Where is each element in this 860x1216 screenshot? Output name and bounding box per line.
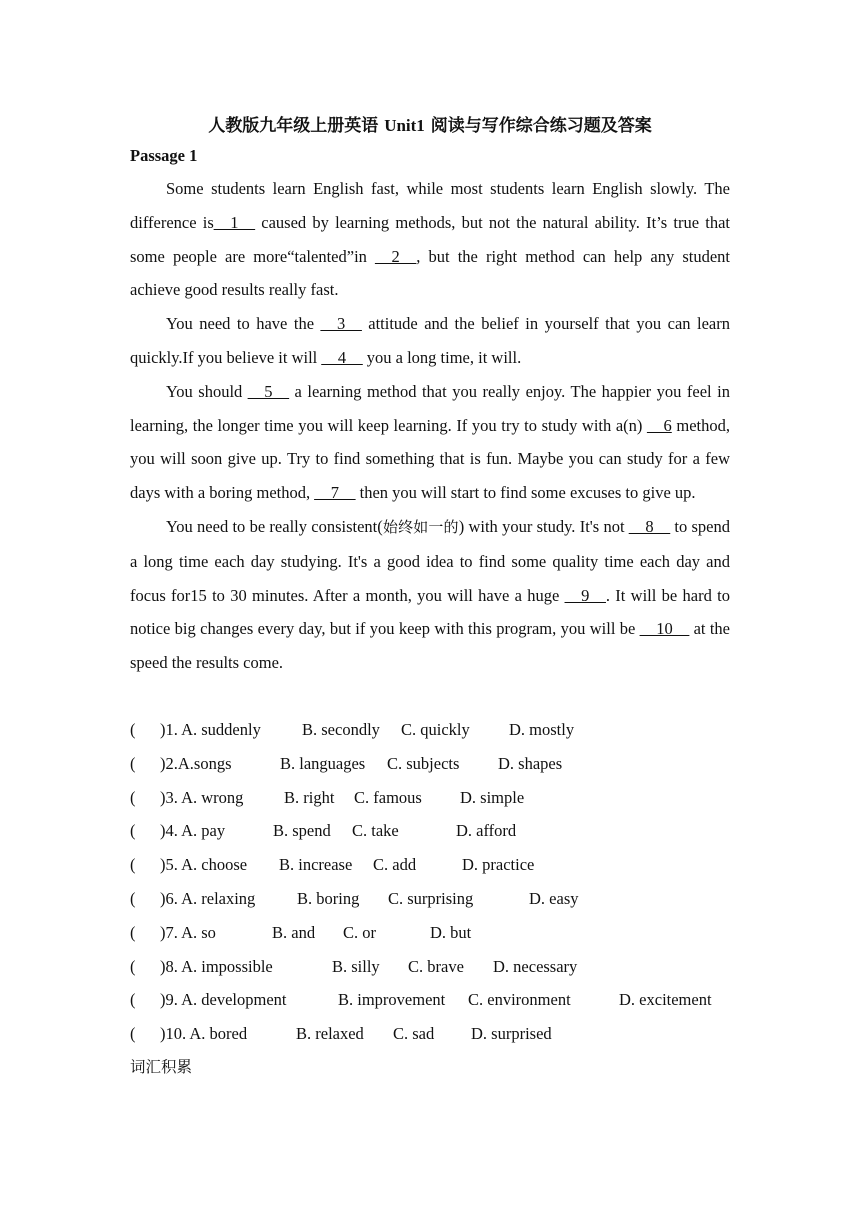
option-b: B. increase	[279, 855, 353, 875]
answer-paren: (	[130, 787, 136, 807]
text-run: a learning method that you really enjoy. The happier you feel in learning, the longer time you will keep learning. If you try to study with a(n)	[130, 381, 730, 435]
title-unit: Unit1	[384, 116, 425, 135]
option-d: D. easy	[529, 888, 579, 908]
answer-paren: (	[130, 888, 136, 908]
blank-8: __8__	[628, 516, 671, 536]
text-run: you a long time, it will.	[362, 347, 522, 367]
blank-2: __2__	[375, 246, 417, 266]
blank-6: __6	[647, 415, 672, 435]
paragraph-1	[130, 172, 730, 307]
answer-paren: (	[130, 956, 136, 976]
answer-paren: (	[130, 990, 136, 1010]
text-run: attitude and the belief in yourself that you can learn quickly.If you believe it will	[130, 314, 730, 367]
text-run: . It will be hard to notice big changes every day, but if you keep with this program, you will be	[130, 585, 730, 639]
option-a: )1. A. suddenly	[160, 720, 261, 739]
option-d: D. but	[430, 922, 472, 942]
option-c: C. surprising	[388, 888, 474, 908]
option-c: C. or	[343, 922, 376, 942]
option-c: C. take	[352, 821, 399, 841]
text-run: Some students learn English fast, while most students learn English slowly. The difference is	[130, 179, 730, 232]
page-title	[0, 111, 860, 136]
blank-3: __3__	[320, 314, 362, 334]
option-d: D. practice	[462, 855, 535, 875]
chinese-gloss: 始终如一的	[382, 517, 459, 536]
option-c: C. environment	[468, 990, 571, 1010]
blank-7: __7__	[314, 483, 356, 503]
option-c: C. famous	[354, 787, 422, 807]
option-c: C. brave	[408, 956, 464, 976]
blank-9: __9__	[564, 585, 606, 605]
option-a: )5. A. choose	[160, 855, 248, 875]
option-b: B. silly	[332, 956, 380, 976]
question-row	[130, 983, 770, 1017]
text-run: You need to have the	[166, 314, 321, 334]
option-b: B. right	[284, 787, 335, 807]
blank-10: __10__	[639, 619, 690, 639]
option-a: )7. A. so	[160, 922, 216, 942]
text-run: caused by learning methods, but not the natural ability. It’s true that some people are more“talented”in	[130, 212, 730, 266]
option-d: D. shapes	[498, 753, 563, 773]
question-row	[130, 713, 770, 747]
blank-1: __1__	[213, 212, 256, 232]
text-run: You need to be really consistent(	[166, 516, 383, 536]
option-b: B. boring	[297, 888, 360, 908]
text-run: to spend a long time each day studying. It's a good idea to find some quality time each day and focus for15 to 30 minutes. After a month, you will have a huge	[130, 516, 730, 605]
question-row	[130, 848, 770, 882]
option-b: B. spend	[273, 821, 331, 841]
answer-paren: (	[130, 753, 136, 773]
paragraph-4	[130, 510, 730, 680]
blank-5: __5__	[247, 381, 290, 401]
question-row	[130, 1017, 770, 1051]
option-d: D. afford	[456, 821, 517, 841]
option-b: B. languages	[280, 753, 366, 773]
answer-paren: (	[130, 855, 136, 875]
option-c: C. quickly	[401, 720, 470, 739]
option-a: )4. A. pay	[160, 821, 226, 841]
question-list	[130, 713, 770, 1051]
passage-body	[130, 172, 730, 680]
text-run: then you will start to find some excuses to give up.	[355, 483, 696, 503]
option-b: B. secondly	[302, 720, 380, 739]
option-d: D. necessary	[493, 956, 578, 976]
answer-paren: (	[130, 821, 136, 841]
option-b: B. relaxed	[296, 1024, 364, 1044]
option-c: C. sad	[393, 1024, 435, 1044]
question-row	[130, 747, 770, 781]
option-a: )3. A. wrong	[160, 787, 244, 807]
option-d: D. simple	[460, 787, 525, 807]
title-cn-suffix: 阅读与写作综合练习题及答案	[424, 116, 652, 136]
option-d: D. surprised	[471, 1024, 552, 1044]
option-b: B. improvement	[338, 990, 446, 1010]
answer-paren: (	[130, 720, 136, 739]
question-row	[130, 950, 770, 984]
option-b: B. and	[272, 922, 316, 942]
blank-4: __4__	[321, 347, 363, 367]
option-d: D. mostly	[509, 720, 575, 739]
text-run: method, you will soon give up. Try to find something that is fun. Maybe you can study for a few days with a boring method,	[130, 415, 730, 503]
question-row	[130, 882, 770, 916]
option-d: D. excitement	[619, 990, 712, 1010]
text-run: You should	[166, 381, 248, 401]
paragraph-2	[130, 307, 730, 375]
answer-paren: (	[130, 1024, 136, 1044]
text-run: ) with your study. It's not	[458, 516, 629, 536]
option-c: C. add	[373, 855, 417, 875]
paragraph-3	[130, 375, 730, 510]
answer-paren: (	[130, 922, 136, 942]
option-a: )6. A. relaxing	[160, 888, 256, 908]
question-row	[130, 814, 770, 848]
text-run: , but the right method can help any student achieve good results really fast.	[130, 246, 730, 300]
option-c: C. subjects	[387, 753, 460, 773]
text-run: at the speed the results come.	[130, 619, 730, 673]
title-cn-prefix: 人教版九年级上册英语	[208, 116, 385, 136]
option-a: )2.A.songs	[160, 753, 232, 773]
option-a: )9. A. development	[160, 990, 287, 1010]
question-row	[130, 916, 770, 950]
passage-heading: Passage 1	[130, 146, 198, 165]
question-row	[130, 781, 770, 815]
option-a: )8. A. impossible	[160, 956, 273, 976]
option-a: )10. A. bored	[160, 1024, 248, 1044]
vocab-heading: 词汇积累	[130, 1058, 193, 1076]
